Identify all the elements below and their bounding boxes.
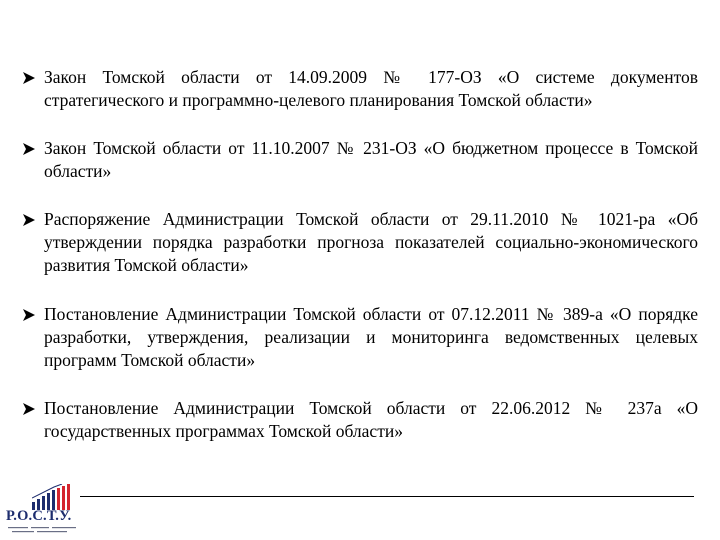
arrowhead-bullet-icon xyxy=(22,137,38,160)
arrowhead-bullet-icon xyxy=(22,303,38,326)
list-item-text: Закон Томской области от 14.09.2009 № 177-ОЗ «О системе документов стратегического и программно-целевого планирования Томской области» xyxy=(44,67,698,110)
legal-acts-list xyxy=(22,66,698,468)
list-item xyxy=(22,303,698,372)
logo-tagline-graphic xyxy=(8,526,78,534)
arrowhead-bullet-icon xyxy=(22,397,38,420)
list-item xyxy=(22,397,698,443)
list-item xyxy=(22,208,698,277)
arrowhead-bullet-icon xyxy=(22,66,38,89)
arrowhead-bullet-icon xyxy=(22,208,38,231)
logo-wordmark: Р.О.С.Т.У. xyxy=(6,508,72,524)
footer-divider xyxy=(80,496,694,497)
rostu-logo xyxy=(6,480,80,538)
list-item-text: Распоряжение Администрации Томской области от 29.11.2010 № 1021-ра «Об утверждении порядка разработки прогноза показателей социально-экономического развития Томской области» xyxy=(44,209,698,275)
rising-bars-logo-icon xyxy=(32,484,76,510)
list-item-text: Закон Томской области от 11.10.2007 № 231-ОЗ «О бюджетном процессе в Томской области» xyxy=(44,138,698,181)
list-item-text: Постановление Администрации Томской области от 07.12.2011 № 389-а «О порядке разработки, утверждения, реализации и мониторинга ведомственных целевых программ Томской области» xyxy=(44,304,698,370)
list-item xyxy=(22,137,698,183)
list-item-text: Постановление Администрации Томской области от 22.06.2012 № 237а «О государственных программах Томской области» xyxy=(44,398,698,441)
list-item xyxy=(22,66,698,112)
